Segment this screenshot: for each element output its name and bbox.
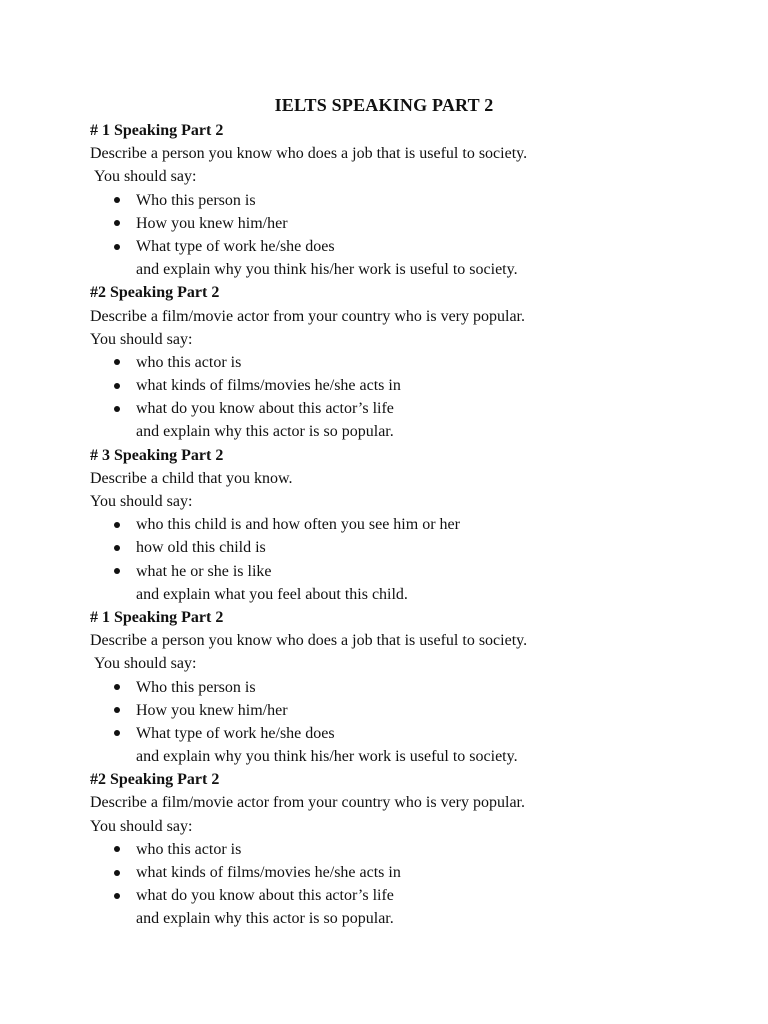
bullet-item bbox=[90, 374, 730, 397]
bullet-text: Who this person is bbox=[136, 191, 256, 209]
explain-line: and explain why you think his/her work is useful to society. bbox=[136, 261, 518, 279]
bullet-text: who this child is and how often you see him or her bbox=[136, 516, 460, 534]
bullet-item bbox=[90, 838, 730, 861]
bullet-item bbox=[90, 699, 730, 722]
bullet-text: How you knew him/her bbox=[136, 214, 288, 232]
bullet-icon bbox=[114, 893, 120, 899]
section-prompt: Describe a child that you know. bbox=[90, 469, 293, 487]
bullet-item bbox=[90, 676, 730, 699]
bullet-text: what do you know about this actor’s life bbox=[136, 400, 394, 418]
bullet-text: What type of work he/she does bbox=[136, 237, 335, 255]
section-prompt: Describe a film/movie actor from your country who is very popular. bbox=[90, 794, 525, 812]
bullet-item bbox=[90, 513, 730, 536]
bullet-item bbox=[90, 351, 730, 374]
bullet-icon bbox=[114, 220, 120, 226]
bullet-item bbox=[90, 536, 730, 559]
bullet-icon bbox=[114, 197, 120, 203]
section-heading: # 1 Speaking Part 2 bbox=[90, 122, 224, 139]
should-say-label: You should say: bbox=[90, 493, 193, 510]
bullet-icon bbox=[114, 707, 120, 713]
section-prompt: Describe a person you know who does a job that is useful to society. bbox=[90, 145, 528, 163]
bullet-text: who this actor is bbox=[136, 840, 242, 858]
bullet-item bbox=[90, 189, 730, 212]
document-body bbox=[90, 119, 730, 931]
explain-line: and explain what you feel about this child. bbox=[136, 585, 408, 603]
bullet-text: Who this person is bbox=[136, 678, 256, 696]
bullet-item bbox=[90, 212, 730, 235]
speaking-section bbox=[90, 444, 730, 606]
bullet-icon bbox=[114, 545, 120, 551]
should-say-label: You should say: bbox=[90, 817, 193, 835]
should-say-label: You should say: bbox=[94, 655, 197, 673]
bullet-item bbox=[90, 722, 730, 745]
speaking-section bbox=[90, 281, 730, 443]
bullet-item bbox=[90, 235, 730, 258]
bullet-icon bbox=[114, 846, 120, 852]
bullet-text: who this actor is bbox=[136, 353, 242, 371]
bullet-icon bbox=[114, 730, 120, 736]
bullet-item bbox=[90, 861, 730, 884]
speaking-section bbox=[90, 119, 730, 281]
section-heading: # 3 Speaking Part 2 bbox=[90, 446, 224, 464]
should-say-label: You should say: bbox=[90, 330, 193, 348]
section-heading: #2 Speaking Part 2 bbox=[90, 284, 220, 302]
bullet-icon bbox=[114, 870, 120, 876]
bullet-item bbox=[90, 884, 730, 907]
bullet-icon bbox=[114, 522, 120, 528]
bullet-icon bbox=[114, 406, 120, 412]
section-prompt: Describe a film/movie actor from your country who is very popular. bbox=[90, 307, 525, 325]
bullet-text: What type of work he/she does bbox=[136, 724, 335, 742]
should-say-label: You should say: bbox=[94, 168, 197, 186]
explain-line: and explain why this actor is so popular. bbox=[136, 423, 394, 441]
bullet-icon bbox=[114, 359, 120, 365]
bullet-text: How you knew him/her bbox=[136, 701, 288, 719]
explain-line: and explain why this actor is so popular. bbox=[136, 910, 394, 928]
bullet-text: what do you know about this actor’s life bbox=[136, 887, 394, 905]
bullet-icon bbox=[114, 568, 120, 574]
bullet-text: what kinds of films/movies he/she acts in bbox=[136, 377, 401, 395]
bullet-icon bbox=[114, 383, 120, 389]
bullet-item bbox=[90, 560, 730, 583]
bullet-text: how old this child is bbox=[136, 539, 266, 557]
bullet-text: what kinds of films/movies he/she acts in bbox=[136, 864, 401, 881]
speaking-section bbox=[90, 768, 730, 930]
section-heading: #2 Speaking Part 2 bbox=[90, 771, 220, 789]
bullet-item bbox=[90, 397, 730, 420]
bullet-icon bbox=[114, 244, 120, 250]
explain-line: and explain why you think his/her work is useful to society. bbox=[136, 748, 518, 766]
section-heading: # 1 Speaking Part 2 bbox=[90, 608, 224, 626]
speaking-section bbox=[90, 606, 730, 768]
section-prompt: Describe a person you know who does a job that is useful to society. bbox=[90, 632, 528, 650]
bullet-text: what he or she is like bbox=[136, 562, 272, 580]
bullet-icon bbox=[114, 684, 120, 690]
page-title: IELTS SPEAKING PART 2 bbox=[274, 95, 494, 115]
